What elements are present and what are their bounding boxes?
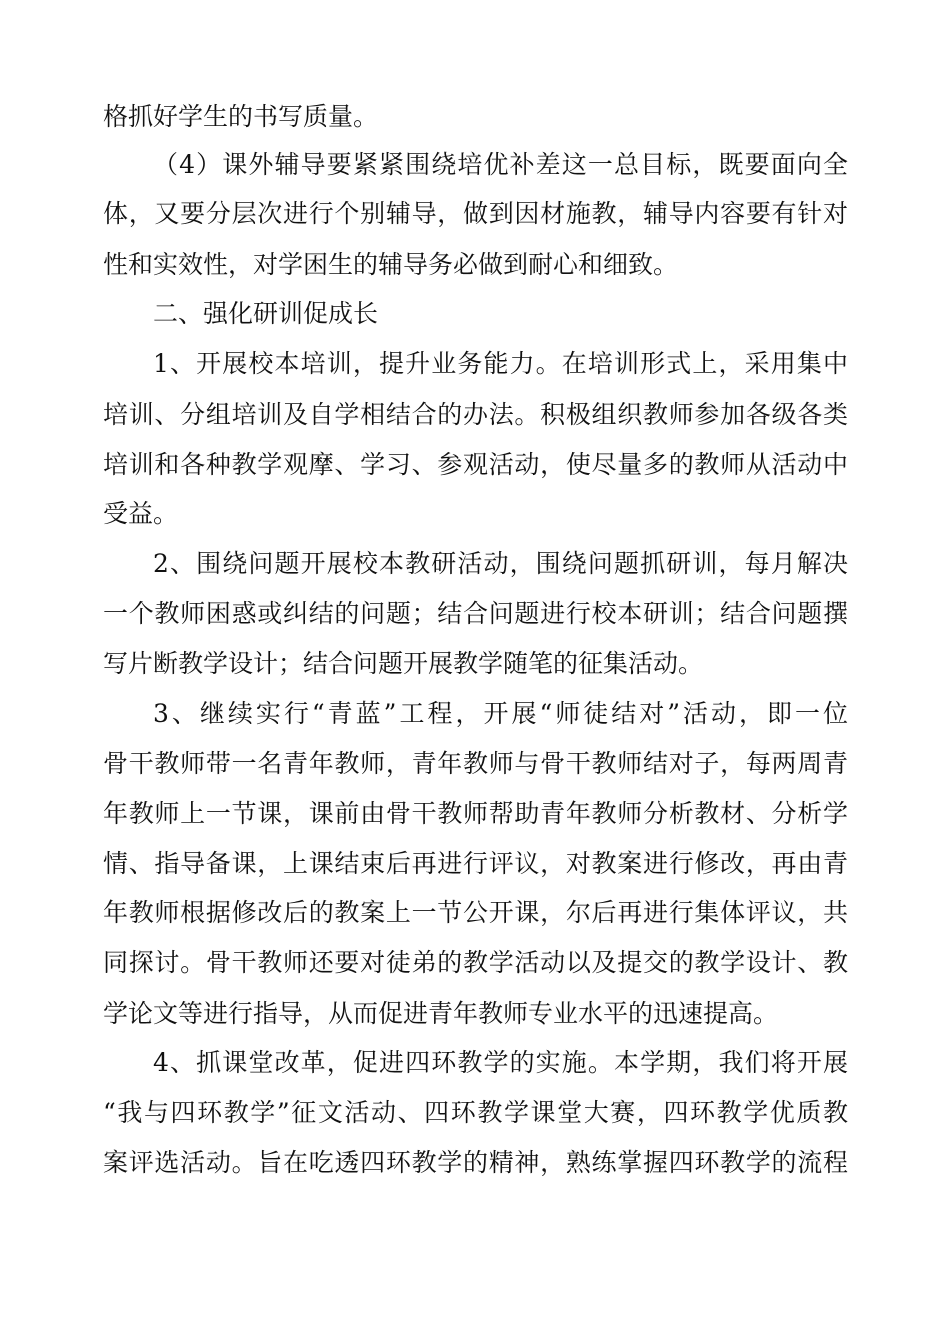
paragraph-line: 一个教师困惑或纠结的问题；结合问题进行校本研训；结合问题撰 (103, 599, 848, 628)
paragraph-line: 性和实效性，对学困生的辅导务必做到耐心和细致。 (103, 250, 679, 279)
paragraph-line: 案评选活动。旨在吃透四环教学的精神，熟练掌握四环教学的流程 (103, 1148, 848, 1177)
paragraph-line: 2、围绕问题开展校本教研活动，围绕问题抓研训，每月解决 (153, 549, 848, 578)
paragraph-line: 年教师上一节课，课前由骨干教师帮助青年教师分析教材、分析学 (103, 799, 848, 828)
paragraph-line: 骨干教师带一名青年教师，青年教师与骨干教师结对子，每两周青 (103, 749, 848, 778)
paragraph-line: 培训、分组培训及自学相结合的办法。积极组织教师参加各级各类 (103, 400, 848, 429)
paragraph-line: 1、开展校本培训，提升业务能力。在培训形式上，采用集中 (153, 349, 848, 378)
paragraph-line: 写片断教学设计；结合问题开展教学随笔的征集活动。 (103, 649, 704, 678)
section-heading: 二、强化研训促成长 (153, 299, 379, 328)
paragraph-line: 体，又要分层次进行个别辅导，做到因材施教，辅导内容要有针对 (103, 199, 848, 228)
paragraph-line: “我与四环教学”征文活动、四环教学课堂大赛，四环教学优质教 (103, 1098, 848, 1127)
paragraph-line: 培训和各种教学观摩、学习、参观活动，使尽量多的教师从活动中 (103, 450, 848, 479)
paragraph-line: 3、继续实行“青蓝”工程，开展“师徒结对”活动，即一位 (153, 699, 848, 728)
paragraph-line: 受益。 (103, 499, 179, 528)
paragraph-line: 4、抓课堂改革，促进四环教学的实施。本学期，我们将开展 (153, 1048, 848, 1077)
paragraph-line: 同探讨。骨干教师还要对徒弟的教学活动以及提交的教学设计、教 (103, 948, 848, 977)
paragraph-line: 格抓好学生的书写质量。 (103, 102, 379, 131)
paragraph-line: （4）课外辅导要紧紧围绕培优补差这一总目标，既要面向全 (153, 150, 848, 179)
paragraph-line: 年教师根据修改后的教案上一节公开课，尔后再进行集体评议，共 (103, 898, 848, 927)
paragraph-line: 情、指导备课，上课结束后再进行评议，对教案进行修改，再由青 (103, 849, 848, 878)
paragraph-line: 学论文等进行指导，从而促进青年教师专业水平的迅速提高。 (103, 999, 779, 1028)
